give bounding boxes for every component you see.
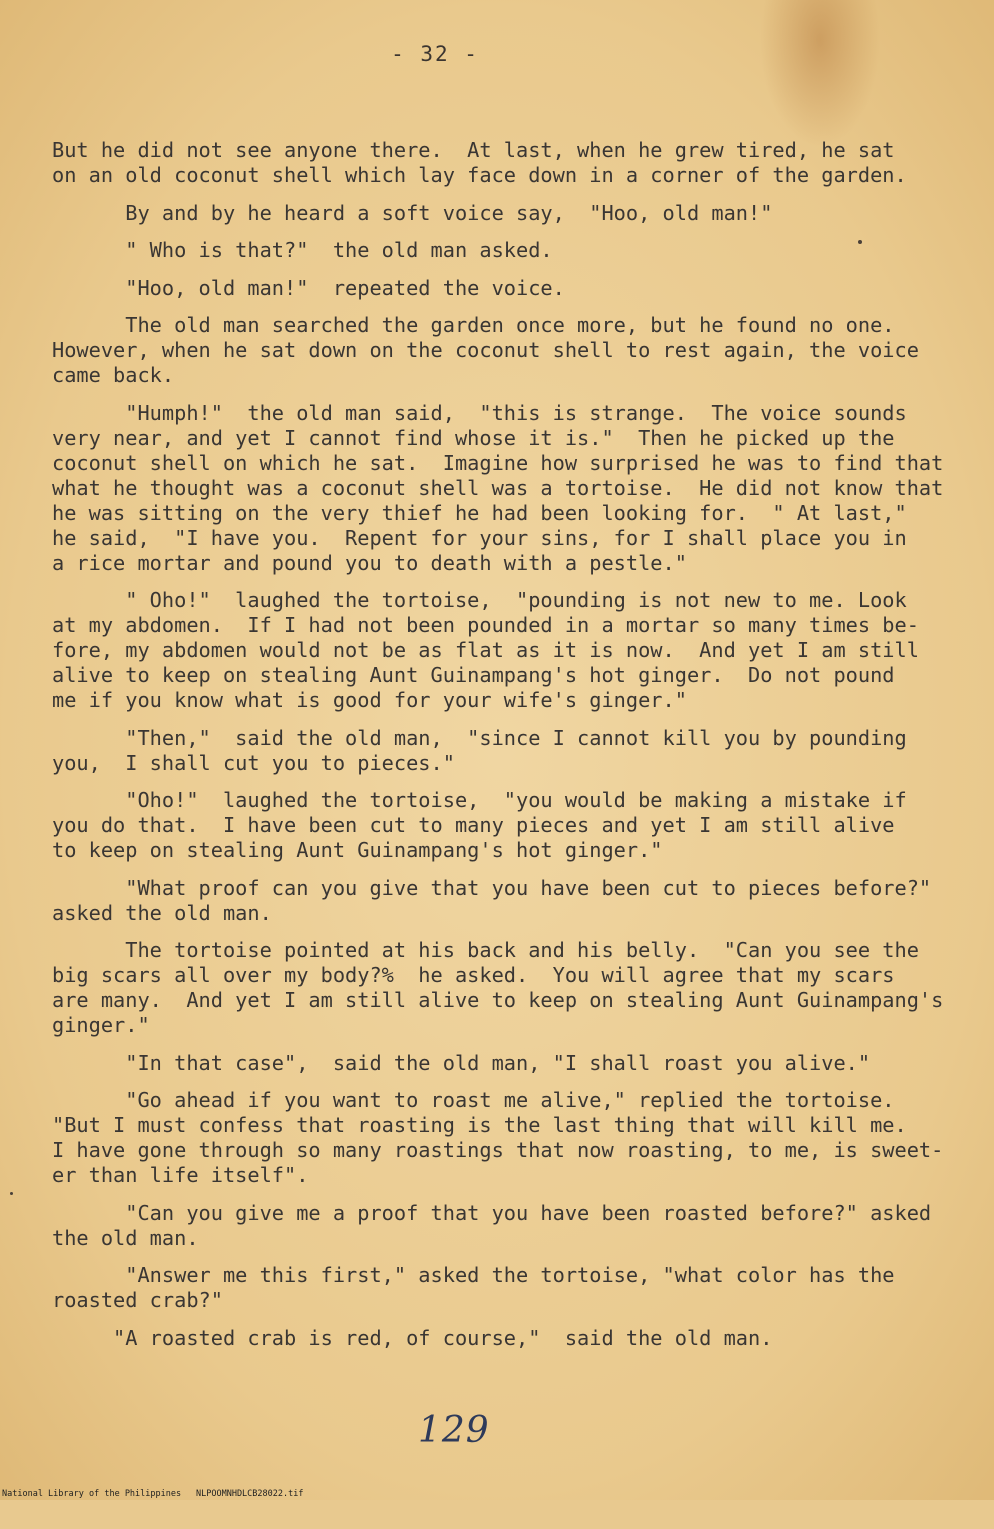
text-line: "A roasted crab is red, of course," said the old man. (52, 1325, 773, 1350)
handwritten-page-number: 129 (418, 1410, 490, 1451)
text-line: " Who is that?" the old man asked. (52, 238, 553, 262)
paragraph (52, 588, 952, 713)
text-line: ginger." (52, 1013, 150, 1037)
paragraph (52, 276, 952, 301)
footer-library-name: National Library of the Philippines (2, 1489, 182, 1499)
text-line: "Answer me this first," asked the tortoise, "what color has the (52, 1263, 895, 1287)
text-line: the old man. (52, 1225, 199, 1250)
text-line: asked the old man. (52, 900, 272, 925)
text-line: what he thought was a coconut shell was a tortoise. He did not know that (52, 475, 944, 500)
paragraph (52, 726, 952, 776)
paragraph (52, 1051, 952, 1076)
paragraph (52, 238, 952, 263)
paragraph (52, 1201, 952, 1251)
typed-body-text (52, 138, 952, 1363)
paragraph (52, 1263, 952, 1313)
text-line: roasted crab?" (52, 1288, 223, 1312)
text-line: "Can you give me a proof that you have been roasted before?" asked (52, 1200, 932, 1225)
text-line: very near, and yet I cannot find whose it is." Then he picked up the (52, 425, 895, 450)
text-line: to keep on stealing Aunt Guinampang's hot ginger." (52, 838, 663, 862)
text-line: The tortoise pointed at his back and his belly. "Can you see the (52, 938, 919, 962)
text-line: "Go ahead if you want to roast me alive," replied the tortoise. (52, 1088, 895, 1112)
text-line: er than life itself". (52, 1163, 309, 1187)
text-line: By and by he heard a soft voice say, "Hoo, old man!" (52, 200, 773, 225)
scan-footer (0, 1489, 994, 1500)
text-line: a rice mortar and pound you to death with a pestle." (52, 550, 687, 575)
text-line: at my abdomen. If I had not been pounded in a mortar so many times be- (52, 613, 919, 637)
text-line: coconut shell on which he sat. Imagine how surprised he was to find that (52, 450, 944, 475)
text-line: "What proof can you give that you have been cut to pieces before?" (52, 875, 932, 900)
text-line: big scars all over my body?% he asked. You will agree that my scars (52, 963, 895, 987)
text-line: he was sitting on the very thief he had been looking for. " At last," (52, 500, 907, 525)
ink-speck (858, 240, 862, 244)
paragraph (52, 201, 952, 226)
text-line: you do that. I have been cut to many pieces and yet I am still alive (52, 813, 895, 837)
text-line: However, when he sat down on the coconut shell to rest again, the voice (52, 338, 919, 362)
paragraph (52, 876, 952, 926)
paragraph (52, 313, 952, 388)
paragraph (52, 788, 952, 863)
page-number: - 32 - (391, 42, 479, 66)
text-line: "Humph!" the old man said, "this is strange. The voice sounds (52, 400, 907, 425)
footer-filename: NLPOOMNHDLCB28022.tif (196, 1489, 304, 1499)
text-line: me if you know what is good for your wife's ginger." (52, 688, 687, 712)
text-line: "Then," said the old man, "since I cannot kill you by pounding (52, 725, 907, 750)
text-line: came back. (52, 363, 175, 387)
text-line: "But I must confess that roasting is the last thing that will kill me. (52, 1113, 907, 1137)
text-line: I have gone through so many roastings that now roasting, to me, is sweet- (52, 1138, 944, 1162)
text-line: But he did not see anyone there. At last, when he grew tired, he sat (52, 138, 895, 162)
paragraph (52, 1088, 952, 1188)
text-line: The old man searched the garden once more, but he found no one. (52, 313, 895, 337)
text-line: you, I shall cut you to pieces." (52, 750, 455, 775)
paragraph (52, 1326, 952, 1351)
text-line: "In that case", said the old man, "I shall roast you alive." (52, 1050, 871, 1075)
paragraph (52, 938, 952, 1038)
paragraph (52, 138, 952, 188)
text-line: "Oho!" laughed the tortoise, "you would be making a mistake if (52, 788, 907, 812)
text-line: he said, "I have you. Repent for your sins, for I shall place you in (52, 525, 907, 550)
text-line: are many. And yet I am still alive to keep on stealing Aunt Guinampang's (52, 988, 944, 1012)
ink-speck (10, 1192, 13, 1195)
paragraph (52, 401, 952, 576)
text-line: fore, my abdomen would not be as flat as it is now. And yet I am still (52, 638, 919, 662)
text-line: alive to keep on stealing Aunt Guinampang's hot ginger. Do not pound (52, 663, 895, 687)
text-line: " Oho!" laughed the tortoise, "pounding is not new to me. Look (52, 588, 907, 612)
text-line: on an old coconut shell which lay face down in a corner of the garden. (52, 163, 907, 187)
text-line: "Hoo, old man!" repeated the voice. (52, 275, 565, 300)
